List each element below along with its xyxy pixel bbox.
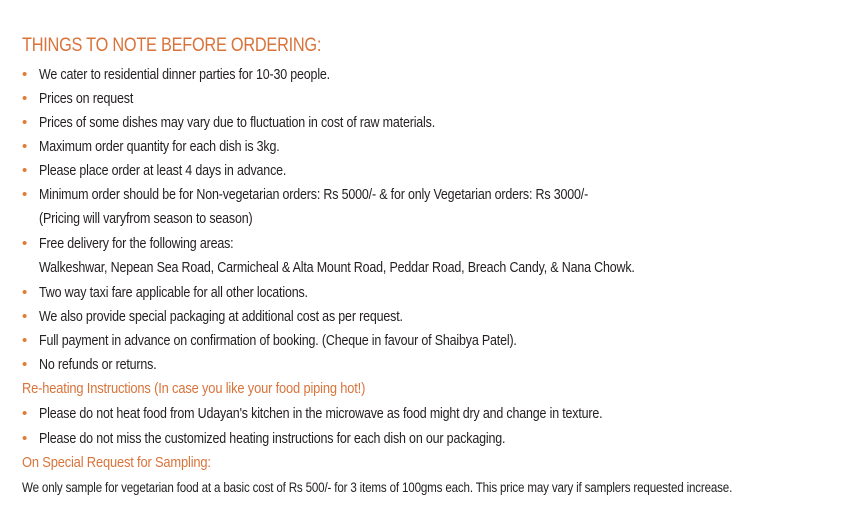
note-text: We also provide special packaging at additional cost as per request. — [39, 309, 403, 325]
sampling-text: We only sample for vegetarian food at a basic cost of Rs 500/- for 3 items of 100gms each. This price may vary if samplers requested increase. — [22, 480, 733, 495]
bullet-icon: • — [22, 66, 28, 83]
bullet-icon: • — [22, 138, 28, 155]
note-text: Free delivery for the following areas: — [39, 236, 234, 252]
note-text: (Pricing will varyfrom season to season) — [39, 211, 253, 227]
sampling-heading: On Special Request for Sampling: — [22, 454, 211, 471]
bullet-icon: • — [22, 405, 28, 422]
note-text: Full payment in advance on confirmation of booking. (Cheque in favour of Shaibya Patel). — [39, 333, 517, 349]
note-text: Two way taxi fare applicable for all other locations. — [39, 285, 308, 301]
reheating-heading: Re-heating Instructions (In case you like your food piping hot!) — [22, 380, 366, 397]
bullet-icon: • — [22, 430, 28, 447]
note-text: Walkeshwar, Nepean Sea Road, Carmicheal & Alta Mount Road, Peddar Road, Breach Candy, & Nana Chowk. — [39, 260, 635, 276]
note-text: Maximum order quantity for each dish is 3kg. — [39, 139, 280, 155]
bullet-icon: • — [22, 162, 28, 179]
reheating-text: Please do not miss the customized heating instructions for each dish on our packaging. — [39, 431, 506, 447]
bullet-icon: • — [22, 186, 28, 203]
note-text: Minimum order should be for Non-vegetarian orders: Rs 5000/- & for only Vegetarian orders: Rs 3000/- — [39, 187, 589, 203]
note-text: Please place order at least 4 days in advance. — [39, 163, 287, 179]
bullet-icon: • — [22, 332, 28, 349]
bullet-icon: • — [22, 308, 28, 325]
note-text: No refunds or returns. — [39, 357, 157, 373]
note-text: Prices of some dishes may vary due to fluctuation in cost of raw materials. — [39, 115, 436, 131]
note-text: We cater to residential dinner parties for 10-30 people. — [39, 67, 330, 83]
reheating-text: Please do not heat food from Udayan's kitchen in the microwave as food might dry and change in texture. — [39, 406, 603, 422]
note-text: Prices on request — [39, 91, 134, 107]
page-title: THINGS TO NOTE BEFORE ORDERING: — [22, 35, 322, 56]
bullet-icon: • — [22, 114, 28, 131]
bullet-icon: • — [22, 284, 28, 301]
bullet-icon: • — [22, 356, 28, 373]
bullet-icon: • — [22, 90, 28, 107]
bullet-icon: • — [22, 235, 28, 252]
